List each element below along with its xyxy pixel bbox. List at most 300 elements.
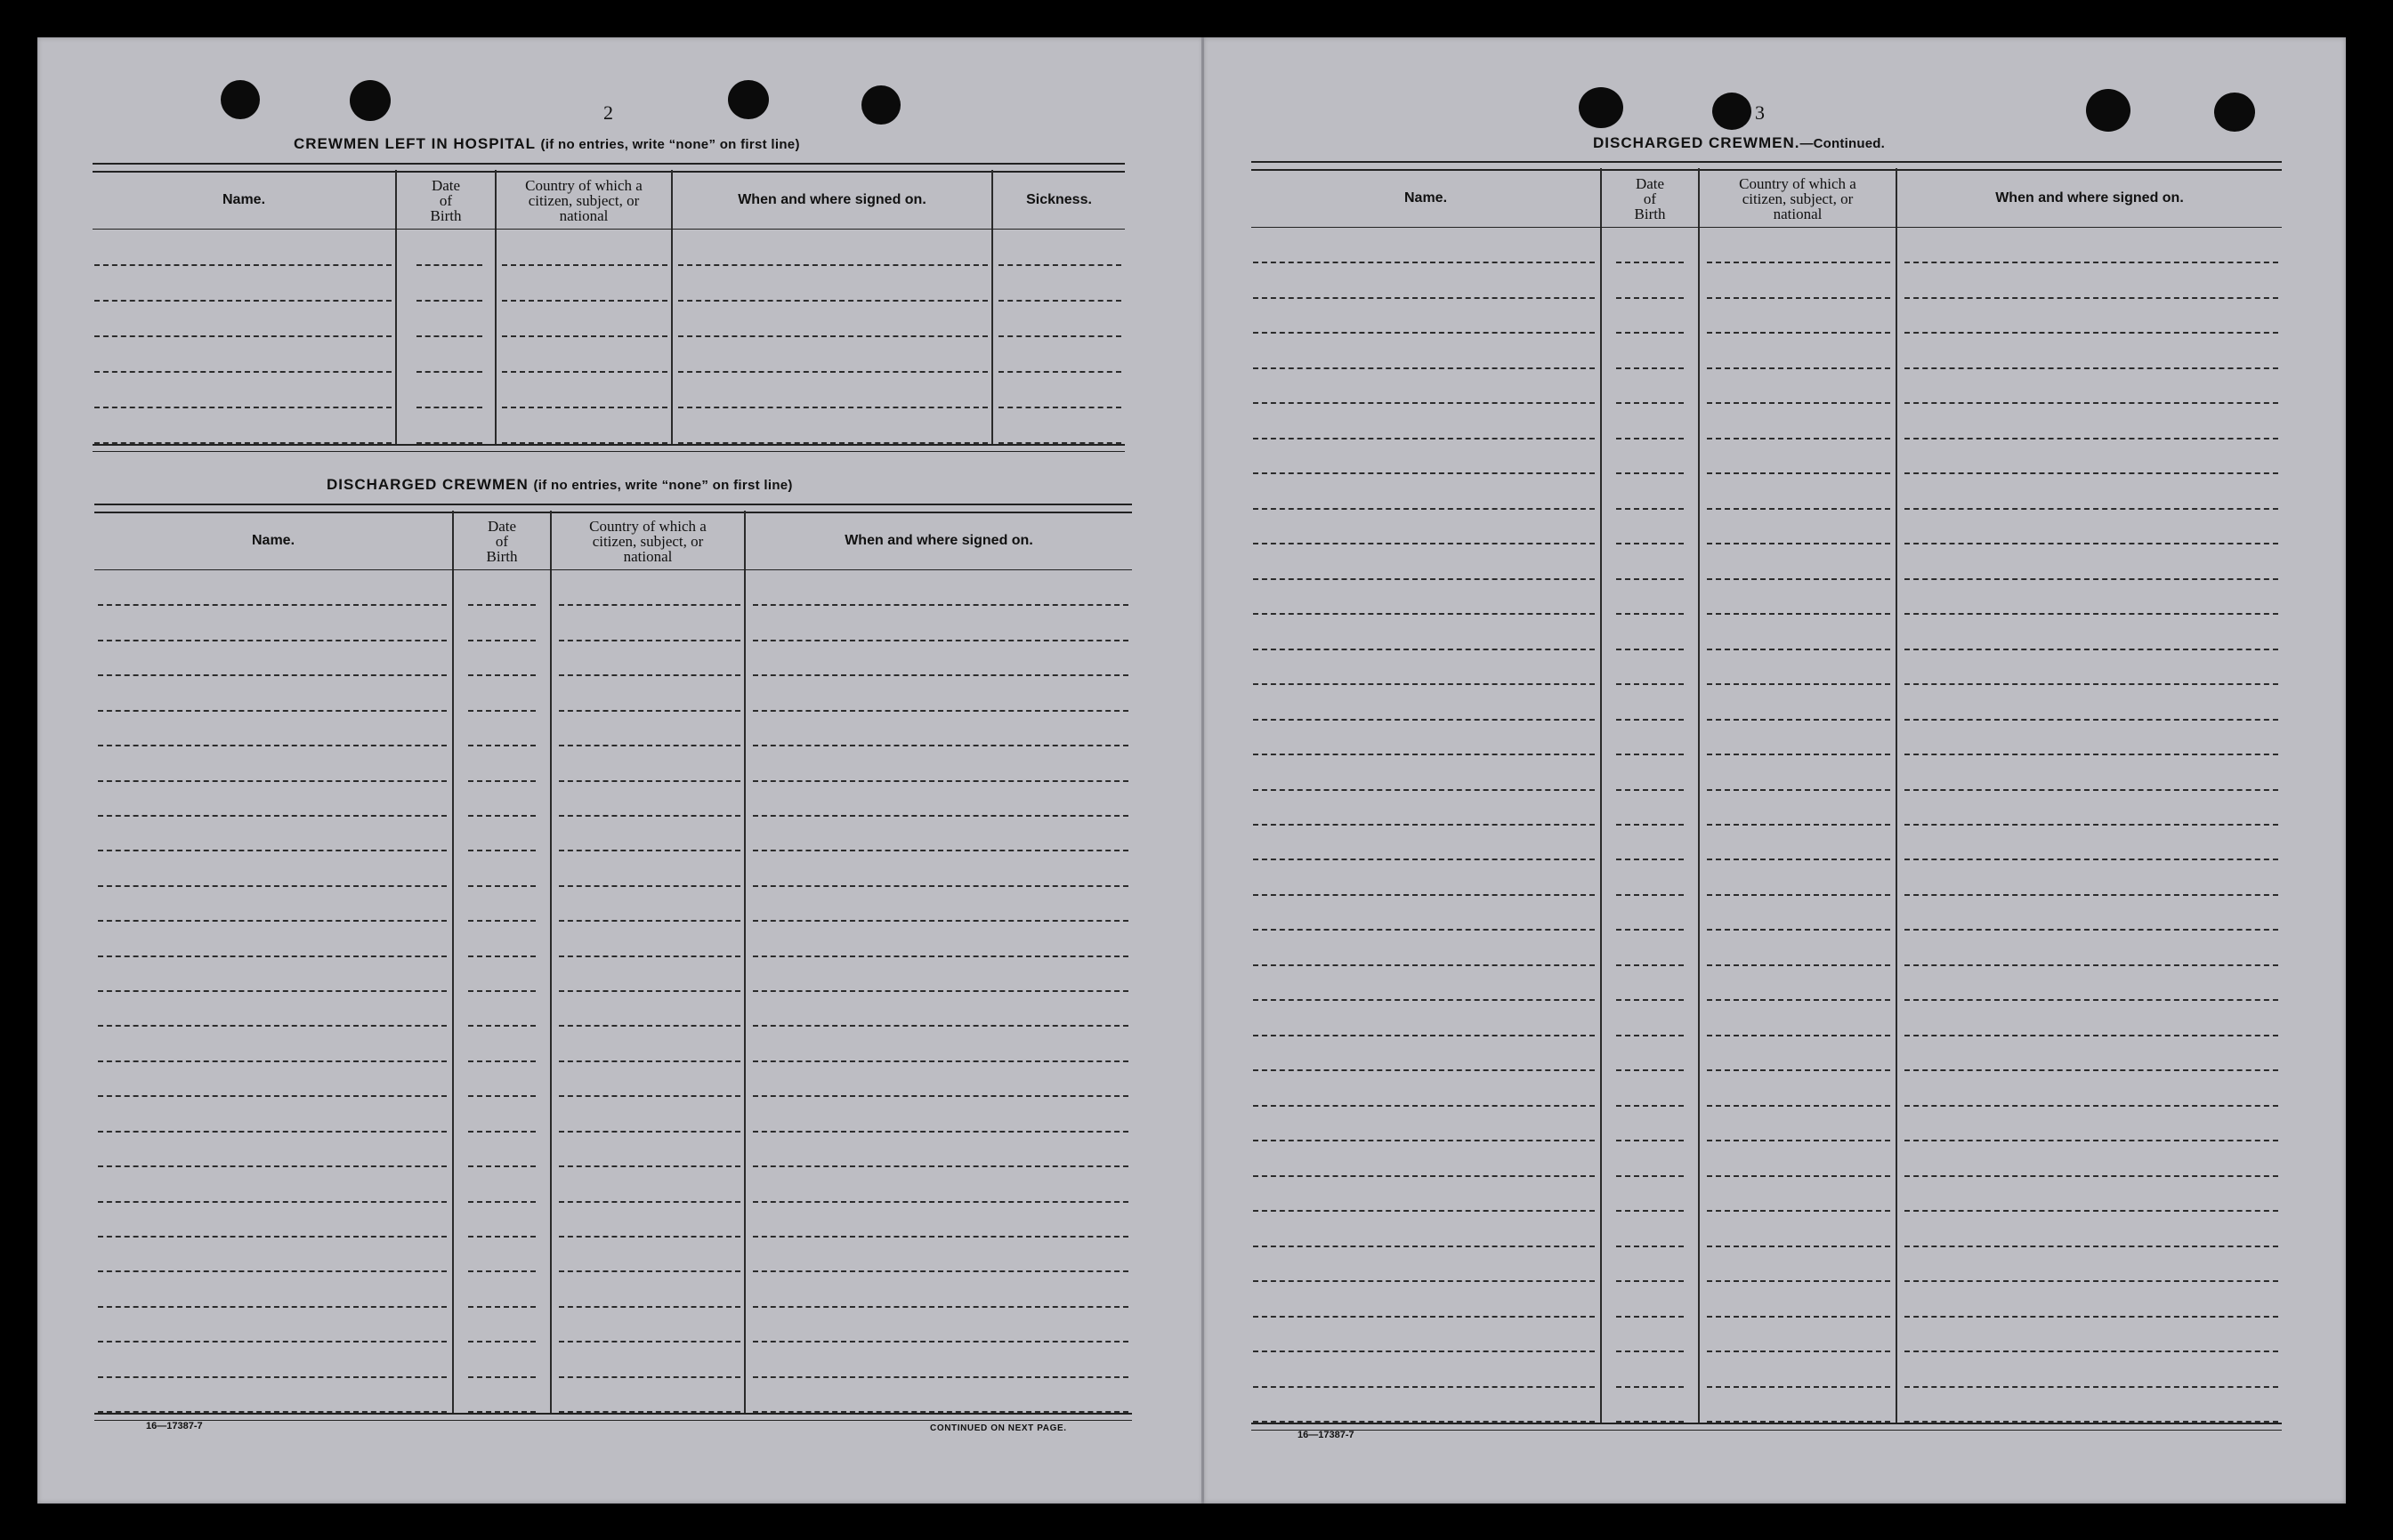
entry-line[interactable] [1616,1351,1684,1352]
entry-line[interactable] [98,640,447,641]
entry-line[interactable] [502,264,667,266]
entry-line[interactable] [1616,1386,1684,1388]
section-note: (if no entries, write “none” on first line) [533,478,793,493]
entry-line[interactable] [502,371,667,373]
entry-line[interactable] [998,335,1121,337]
entry-line[interactable] [468,640,536,641]
entry-line[interactable] [468,815,536,817]
entry-line[interactable] [559,780,740,782]
entry-line[interactable] [559,604,740,606]
section-title-text: CREWMEN LEFT IN HOSPITAL [294,135,536,152]
entry-line[interactable] [1904,859,2278,860]
entry-line[interactable] [753,955,1128,957]
entry-line[interactable] [678,264,988,266]
entry-line[interactable] [1707,472,1890,474]
entry-line[interactable] [1904,367,2278,369]
entry-line[interactable] [1616,683,1684,685]
continued-note: CONTINUED ON NEXT PAGE. [930,1423,1067,1433]
discharged-continued-table [1251,161,2282,1430]
entry-line[interactable] [753,745,1128,746]
entry-line[interactable] [1616,894,1684,896]
entry-line[interactable] [1904,824,2278,826]
entry-line[interactable] [678,335,988,337]
header-rule [1251,227,2282,228]
entry-line[interactable] [1616,964,1684,966]
entry-line[interactable] [559,1131,740,1133]
entry-line[interactable] [1904,649,2278,650]
entry-line[interactable] [1616,1246,1684,1247]
punch-hole [350,80,391,121]
entry-line[interactable] [998,300,1121,302]
entry-line[interactable] [1253,1280,1595,1282]
entry-line[interactable] [998,371,1121,373]
column-divider [744,511,746,1415]
entry-line[interactable] [753,1060,1128,1062]
entry-line[interactable] [1904,508,2278,510]
entry-line[interactable] [753,1236,1128,1238]
punch-hole [861,85,901,125]
entry-line[interactable] [468,780,536,782]
entry-line[interactable] [1904,1351,2278,1352]
entry-line[interactable] [468,885,536,887]
entry-line[interactable] [559,1341,740,1342]
entry-line[interactable] [468,955,536,957]
entry-line[interactable] [559,1025,740,1027]
bottom-rule [94,1413,1132,1421]
header-rule [93,229,1125,230]
entry-line[interactable] [1707,1175,1890,1177]
entry-line[interactable] [559,885,740,887]
entry-line[interactable] [998,264,1121,266]
entry-line[interactable] [1707,1246,1890,1247]
entry-line[interactable] [753,920,1128,922]
entry-line[interactable] [559,990,740,992]
entry-line[interactable] [1616,789,1684,791]
discharged-table [94,504,1132,1420]
entry-line[interactable] [1616,438,1684,439]
section-title-text: DISCHARGED CREWMEN. [1593,134,1800,151]
entry-line[interactable] [1707,1351,1890,1352]
entry-line[interactable] [1616,613,1684,615]
entry-line[interactable] [1707,824,1890,826]
header-rule [94,569,1132,570]
entry-line[interactable] [1253,894,1595,896]
entry-line[interactable] [1253,332,1595,334]
entry-line[interactable] [1253,472,1595,474]
entry-line[interactable] [468,1236,536,1238]
entry-line[interactable] [1253,1140,1595,1141]
section-title-text: DISCHARGED CREWMEN [327,476,529,493]
entry-line[interactable] [502,335,667,337]
punch-hole [1579,87,1623,128]
entry-line[interactable] [1707,1035,1890,1036]
column-header-name: Name. [251,532,295,548]
entry-line[interactable] [678,407,988,408]
entry-line[interactable] [559,815,740,817]
entry-line[interactable] [98,1165,447,1167]
form-code: 16—17387-7 [146,1421,203,1431]
entry-line[interactable] [1707,297,1890,299]
entry-line[interactable] [1616,508,1684,510]
entry-line[interactable] [1253,1175,1595,1177]
entry-line[interactable] [1904,613,2278,615]
column-header-signed-on: When and where signed on. [845,532,1033,548]
entry-line[interactable] [1253,964,1595,966]
entry-line[interactable] [1904,262,2278,263]
entry-line[interactable] [1904,754,2278,755]
entry-line[interactable] [468,1341,536,1342]
bottom-rule [93,444,1125,452]
column-header-signed-on: When and where signed on. [738,191,926,207]
entry-line[interactable] [559,1270,740,1272]
entry-line[interactable] [1253,1069,1595,1071]
entry-line[interactable] [559,674,740,676]
entry-line[interactable] [559,710,740,712]
entry-line[interactable] [1253,789,1595,791]
entry-line[interactable] [1707,789,1890,791]
entry-line[interactable] [1253,824,1595,826]
entry-line[interactable] [1904,1035,2278,1036]
entry-line[interactable] [559,745,740,746]
entry-line[interactable] [1707,1210,1890,1212]
entry-line[interactable] [1707,1316,1890,1318]
entry-line[interactable] [753,990,1128,992]
entry-line[interactable] [468,745,536,746]
entry-line[interactable] [753,1095,1128,1097]
entry-line[interactable] [753,710,1128,712]
entry-line[interactable] [1904,1069,2278,1071]
entry-line[interactable] [1707,754,1890,755]
entry-line[interactable] [1707,894,1890,896]
entry-line[interactable] [1904,1386,2278,1388]
column-divider [452,511,454,1415]
entry-line[interactable] [98,1060,447,1062]
section-title-hospital [294,135,800,153]
entry-line[interactable] [468,1095,536,1097]
entry-line[interactable] [94,264,392,266]
entry-line[interactable] [1904,472,2278,474]
column-header-name: Name. [222,191,266,207]
entry-line[interactable] [1904,789,2278,791]
entry-line[interactable] [1707,1280,1890,1282]
entry-line[interactable] [1707,613,1890,615]
entry-line[interactable] [1616,1280,1684,1282]
entry-line[interactable] [1253,1246,1595,1247]
entry-line[interactable] [94,371,392,373]
entry-line[interactable] [1253,929,1595,931]
page-number: 3 [1755,101,1765,124]
column-header-country: Country of which a citizen, subject, or national [525,176,643,224]
entry-line[interactable] [1707,1105,1890,1107]
entry-line[interactable] [678,300,988,302]
entry-line[interactable] [468,850,536,851]
entry-line[interactable] [1904,719,2278,721]
entry-line[interactable] [1616,1210,1684,1212]
section-title-discharged [327,476,793,494]
entry-line[interactable] [559,1236,740,1238]
entry-line[interactable] [98,850,447,851]
form-code: 16—17387-7 [1298,1430,1354,1440]
column-divider [550,511,552,1415]
entry-line[interactable] [468,1201,536,1203]
entry-line[interactable] [1253,1351,1595,1352]
column-header-sickness: Sickness. [1026,191,1092,207]
entry-line[interactable] [559,850,740,851]
entry-line[interactable] [1904,1140,2278,1141]
entry-line[interactable] [1253,1316,1595,1318]
entry-line[interactable] [678,371,988,373]
section-note: (if no entries, write “none” on first line) [540,137,800,152]
entry-line[interactable] [94,407,392,408]
entry-line[interactable] [416,407,482,408]
entry-line[interactable] [1707,332,1890,334]
entry-line[interactable] [1707,719,1890,721]
entry-line[interactable] [98,885,447,887]
entry-line[interactable] [1616,719,1684,721]
entry-line[interactable] [998,407,1121,408]
entry-line[interactable] [1253,438,1595,439]
continued-label: —Continued. [1799,136,1885,151]
entry-line[interactable] [1616,297,1684,299]
entry-line[interactable] [416,335,482,337]
entry-line[interactable] [1707,262,1890,263]
page-fold [1201,37,1204,1504]
entry-line[interactable] [1616,929,1684,931]
punch-hole [2086,89,2130,132]
entry-line[interactable] [1904,964,2278,966]
entry-line[interactable] [1616,649,1684,650]
entry-line[interactable] [1707,578,1890,580]
entry-line[interactable] [468,1306,536,1308]
entry-line[interactable] [98,710,447,712]
entry-line[interactable] [1707,683,1890,685]
section-title-discharged-continued [1593,134,1885,152]
entry-line[interactable] [1616,1069,1684,1071]
entry-line[interactable] [753,640,1128,641]
column-header-signed-on: When and where signed on. [1995,189,2184,206]
entry-line[interactable] [1707,367,1890,369]
entry-line[interactable] [1707,649,1890,650]
entry-line[interactable] [1616,472,1684,474]
entry-line[interactable] [1253,754,1595,755]
entry-line[interactable] [559,640,740,641]
entry-line[interactable] [1707,508,1890,510]
entry-line[interactable] [468,604,536,606]
entry-line[interactable] [468,1131,536,1133]
entry-line[interactable] [416,300,482,302]
entry-line[interactable] [1904,929,2278,931]
entry-line[interactable] [468,990,536,992]
entry-line[interactable] [1616,999,1684,1001]
column-header-date-of-birth: Date of Birth [486,517,518,565]
entry-line[interactable] [1253,859,1595,860]
entry-line[interactable] [559,920,740,922]
entry-line[interactable] [1616,402,1684,404]
entry-line[interactable] [1616,824,1684,826]
entry-line[interactable] [1904,894,2278,896]
entry-line[interactable] [98,990,447,992]
entry-line[interactable] [98,1306,447,1308]
entry-line[interactable] [98,1095,447,1097]
entry-line[interactable] [1253,262,1595,263]
entry-line[interactable] [1707,1069,1890,1071]
entry-line[interactable] [1253,719,1595,721]
entry-line[interactable] [98,1376,447,1378]
punch-hole [221,80,260,119]
entry-line[interactable] [753,1270,1128,1272]
entry-line[interactable] [1253,999,1595,1001]
entry-line[interactable] [1707,929,1890,931]
bottom-rule [1251,1423,2282,1431]
entry-line[interactable] [98,920,447,922]
entry-line[interactable] [1904,1105,2278,1107]
entry-line[interactable] [1616,543,1684,544]
entry-line[interactable] [468,1025,536,1027]
entry-line[interactable] [753,1165,1128,1167]
punch-hole [2214,93,2255,132]
entry-line[interactable] [502,407,667,408]
entry-line[interactable] [98,1131,447,1133]
entry-line[interactable] [1253,1210,1595,1212]
entry-line[interactable] [1616,1175,1684,1177]
entry-line[interactable] [468,1376,536,1378]
entry-line[interactable] [753,1306,1128,1308]
entry-line[interactable] [753,674,1128,676]
column-divider [1698,168,1700,1423]
entry-line[interactable] [1616,754,1684,755]
entry-line[interactable] [1253,508,1595,510]
entry-line[interactable] [98,604,447,606]
column-header-country: Country of which a citizen, subject, or national [589,517,707,565]
entry-line[interactable] [1904,578,2278,580]
column-divider [1600,168,1602,1423]
entry-line[interactable] [1904,683,2278,685]
entry-line[interactable] [559,1376,740,1378]
entry-line[interactable] [98,1236,447,1238]
entry-line[interactable] [1253,578,1595,580]
entry-line[interactable] [1904,1175,2278,1177]
column-header-name: Name. [1403,189,1448,206]
entry-line[interactable] [1904,438,2278,439]
punch-hole [1712,93,1751,130]
entry-line[interactable] [1253,1386,1595,1388]
entry-line[interactable] [1253,613,1595,615]
entry-line[interactable] [1616,367,1684,369]
entry-line[interactable] [1707,859,1890,860]
entry-line[interactable] [1253,367,1595,369]
entry-line[interactable] [1904,1280,2278,1282]
entry-line[interactable] [1616,1035,1684,1036]
entry-line[interactable] [753,815,1128,817]
entry-line[interactable] [753,780,1128,782]
column-header-country: Country of which a citizen, subject, or national [1739,174,1856,222]
entry-line[interactable] [98,745,447,746]
entry-line[interactable] [1616,1316,1684,1318]
entry-line[interactable] [1253,649,1595,650]
entry-line[interactable] [1904,332,2278,334]
column-header-date-of-birth: Date of Birth [1634,174,1666,222]
entry-line[interactable] [753,885,1128,887]
hospital-table [93,163,1125,452]
entry-line[interactable] [753,604,1128,606]
entry-line[interactable] [94,335,392,337]
entry-line[interactable] [559,955,740,957]
entry-line[interactable] [468,1165,536,1167]
entry-line[interactable] [1253,1035,1595,1036]
column-header-date-of-birth: Date of Birth [430,176,462,224]
entry-line[interactable] [1707,402,1890,404]
entry-line[interactable] [1904,543,2278,544]
entry-line[interactable] [1253,543,1595,544]
entry-line[interactable] [1707,1140,1890,1141]
entry-line[interactable] [753,1025,1128,1027]
entry-line[interactable] [98,1270,447,1272]
entry-line[interactable] [753,1376,1128,1378]
entry-line[interactable] [468,920,536,922]
entry-line[interactable] [1253,683,1595,685]
entry-line[interactable] [1253,402,1595,404]
entry-line[interactable] [753,1341,1128,1342]
entry-line[interactable] [1904,1210,2278,1212]
punch-hole [728,80,769,119]
entry-line[interactable] [502,300,667,302]
entry-line[interactable] [416,371,482,373]
column-divider [1896,168,1897,1423]
entry-line[interactable] [1616,1105,1684,1107]
entry-line[interactable] [1904,297,2278,299]
entry-line[interactable] [1253,1105,1595,1107]
entry-line[interactable] [1616,578,1684,580]
entry-line[interactable] [94,300,392,302]
entry-line[interactable] [98,780,447,782]
entry-line[interactable] [1707,1386,1890,1388]
entry-line[interactable] [1253,297,1595,299]
entry-line[interactable] [559,1060,740,1062]
entry-line[interactable] [98,955,447,957]
entry-line[interactable] [753,1201,1128,1203]
entry-line[interactable] [98,1341,447,1342]
entry-line[interactable] [1904,402,2278,404]
entry-line[interactable] [1707,543,1890,544]
entry-line[interactable] [1616,1140,1684,1141]
entry-line[interactable] [1904,999,2278,1001]
entry-line[interactable] [559,1095,740,1097]
entry-line[interactable] [468,674,536,676]
entry-line[interactable] [98,674,447,676]
entry-line[interactable] [1616,332,1684,334]
page-number: 2 [603,101,613,124]
entry-line[interactable] [98,1201,447,1203]
entry-line[interactable] [416,264,482,266]
entry-line[interactable] [1707,438,1890,439]
entry-line[interactable] [1904,1316,2278,1318]
entry-line[interactable] [1616,859,1684,860]
entry-line[interactable] [753,1131,1128,1133]
entry-line[interactable] [1904,1246,2278,1247]
entry-line[interactable] [468,1060,536,1062]
entry-line[interactable] [559,1306,740,1308]
entry-line[interactable] [753,850,1128,851]
entry-line[interactable] [559,1201,740,1203]
entry-line[interactable] [1707,999,1890,1001]
entry-line[interactable] [559,1165,740,1167]
entry-line[interactable] [98,1025,447,1027]
entry-line[interactable] [468,1270,536,1272]
entry-line[interactable] [1616,262,1684,263]
entry-line[interactable] [468,710,536,712]
entry-line[interactable] [1707,964,1890,966]
entry-line[interactable] [98,815,447,817]
